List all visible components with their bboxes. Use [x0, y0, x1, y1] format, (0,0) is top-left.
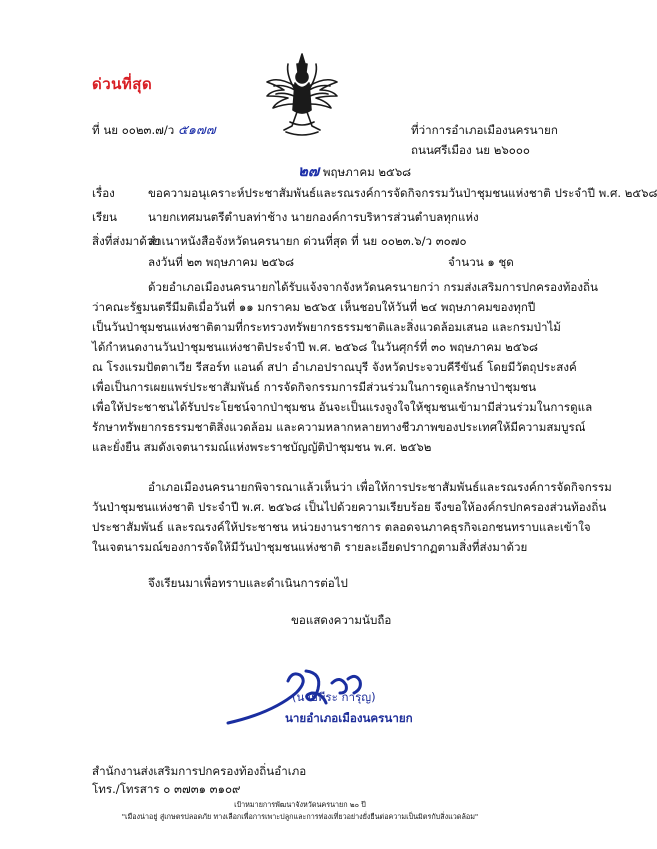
enclosure-line1: สำเนาหนังสือจังหวัดนครนายก ด่วนที่สุด ที่ นย ๐๐๒๓.๖/ว ๓๐๗๐: [148, 234, 467, 248]
closing-request: จึงเรียนมาเพื่อทราบและดำเนินการต่อไป: [148, 576, 348, 590]
signer-title: นายอำเภอเมืองนครนายก: [285, 711, 413, 725]
body-paragraph1-line: ได้กำหนดงานวันป่าชุมชนแห่งชาติประจำปี พ.ศ. ๒๕๖๘ ในวันศุกร์ที่ ๓๐ พฤษภาคม ๒๕๖๘: [92, 340, 538, 354]
date-handwritten-day: ๒๗: [298, 162, 320, 180]
body-paragraph2-line: ในเจตนารมณ์ของการจัดให้มีวันป่าชุมชนแห่งชาติ รายละเอียดปรากฏตามสิ่งที่ส่งมาด้วย: [92, 540, 528, 554]
body-paragraph1-line: เพื่อให้ประชาชนได้รับประโยชน์จากป่าชุมชน อันจะเป็นแรงจูงใจให้ชุมชนเข้ามามีส่วนร่วมในการดูแล: [92, 400, 593, 414]
garuda-emblem-icon: [264, 52, 340, 138]
body-paragraph1-line: ณ โรงแรมปัตตาเวีย รีสอร์ท แอนด์ สปา อำเภอปราณบุรี จังหวัดประจวบคีรีขันธ์ โดยมีวัตถุประสงค์: [92, 360, 577, 374]
reference-prefix: ที่ นย ๐๐๒๓.๗/ว: [92, 123, 175, 137]
enclosure-label: สิ่งที่ส่งมาด้วย: [92, 234, 161, 248]
body-paragraph1-line: เพื่อเป็นการเผยแพร่ประชาสัมพันธ์ การจัดกิจกรรมการมีส่วนร่วมในการดูแลรักษาป่าชุมชน: [92, 380, 537, 394]
sender-address-line1: ที่ว่าการอำเภอเมืองนครนายก: [411, 123, 558, 137]
recipient-label: เรียน: [92, 210, 117, 224]
body-paragraph2-line: อำเภอเมืองนครนายกพิจารณาแล้วเห็นว่า เพื่อให้การประชาสัมพันธ์และรณรงค์การจัดกิจกรรม: [148, 480, 612, 494]
enclosure-line2: ลงวันที่ ๒๓ พฤษภาคม ๒๕๖๘: [148, 255, 295, 269]
date-month-year: พฤษภาคม ๒๕๖๘: [322, 165, 412, 179]
body-paragraph1-line: ด้วยอำเภอเมืองนครนายกได้รับแจ้งจากจังหวัดนครนายกว่า กรมส่งเสริมการปกครองท้องถิ่น: [148, 280, 598, 294]
recipient-text: นายกเทศมนตรีตำบลท่าช้าง นายกองค์การบริหารส่วนตำบลทุกแห่ง: [148, 210, 479, 224]
enclosure-quantity: จำนวน ๑ ชุด: [448, 255, 514, 269]
reference-number: [92, 123, 216, 138]
body-paragraph1-line: ว่าคณะรัฐมนตรีมีมติเมื่อวันที่ ๑๑ มกราคม ๒๕๖๕ เห็นชอบให้วันที่ ๒๔ พฤษภาคมของทุกปี: [92, 300, 536, 314]
subject-text: ขอความอนุเคราะห์ประชาสัมพันธ์และรณรงค์การจัดกิจกรรมวันป่าชุมชนแห่งชาติ ประจำปี พ.ศ. ๒๕๖๘: [148, 186, 657, 200]
office-name: สำนักงานส่งเสริมการปกครองท้องถิ่นอำเภอ: [92, 764, 307, 778]
body-paragraph1-line: และยั่งยืน สมดังเจตนารมณ์แห่งพระราชบัญญัติป่าชุมชน พ.ศ. ๒๕๖๒: [92, 440, 432, 454]
body-paragraph2-line: วันป่าชุมชนแห่งชาติ ประจำปี พ.ศ. ๒๕๖๘ เป็นไปด้วยความเรียบร้อย จึงขอให้องค์กรปกครองส่วนท้องถิ่น: [92, 500, 607, 514]
office-phone: โทร./โทรสาร ๐ ๓๗๓๑ ๓๑๐๙: [92, 782, 241, 796]
body-paragraph2-line: ประชาสัมพันธ์ และรณรงค์ให้ประชาชน หน่วยงานราชการ ตลอดจนภาคธุรกิจเอกชนทราบและเข้าใจ: [92, 520, 591, 534]
body-paragraph1-line: รักษาทรัพยากรธรรมชาติสิ่งแวดล้อม และความหลากหลายทางชีวภาพของประเทศให้มีความสมบูรณ์: [92, 420, 586, 434]
signer-name: (นายพีระ การุญ): [292, 690, 376, 704]
signoff: ขอแสดงความนับถือ: [291, 613, 392, 627]
body-paragraph1-line: เป็นวันป่าชุมชนแห่งชาติตามที่กระทรวงทรัพยากรธรรมชาติและสิ่งแวดล้อมเสนอ และกรมป่าไม้: [92, 320, 561, 334]
subject-label: เรื่อง: [92, 186, 115, 200]
sender-address-line2: ถนนศรีเมือง นย ๒๖๐๐๐: [411, 143, 531, 157]
letter-date: [298, 164, 411, 179]
footer-line2: "เมืองน่าอยู่ สู่เกษตรปลอดภัย ทางเลือกเพื่อการเพาะปลูกและการท่องเที่ยวอย่างยั่งยืนต่อความเป็นมิตรกับสิ่งแวดล้อม": [121, 812, 479, 821]
footer-line1: เป้าหมายการพัฒนาจังหวัดนครนายก ๒๐ ปี: [234, 800, 366, 809]
urgency-stamp: ด่วนที่สุด: [92, 75, 153, 93]
reference-handwritten-number: ๕๑๗๗: [177, 123, 216, 138]
